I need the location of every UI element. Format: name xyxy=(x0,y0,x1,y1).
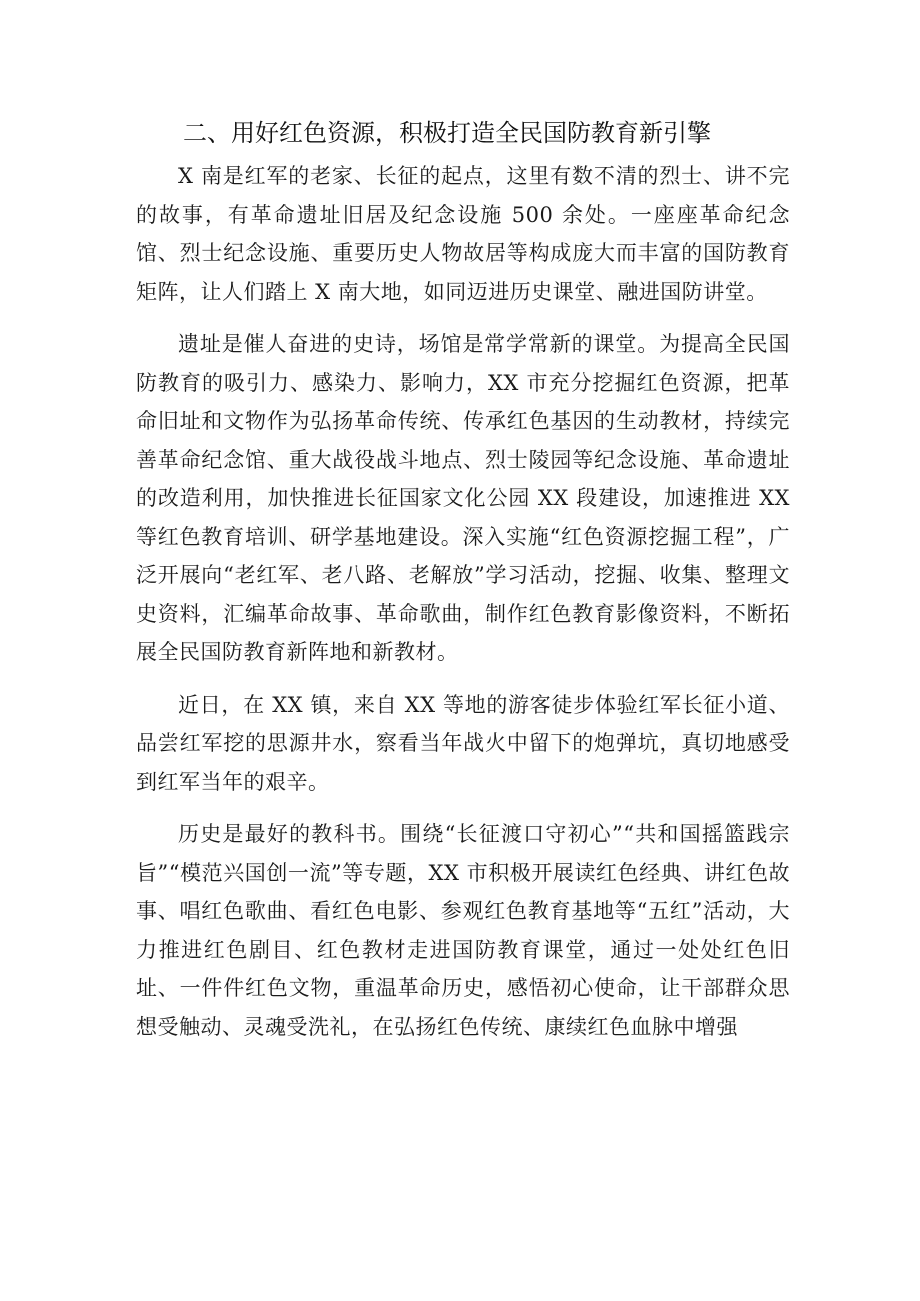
paragraph-3: 近日，在 XX 镇，来自 XX 等地的游客徒步体验红军长征小道、品尝红军挖的思源井水，察看当年战火中留下的炮弹坑，真切地感受到红军当年的艰辛。 xyxy=(136,692,790,794)
paragraph-2: 遗址是催人奋进的史诗，场馆是常学常新的课堂。为提高全民国防教育的吸引力、感染力、影响力，XX 市充分挖掘红色资源，把革命旧址和文物作为弘扬革命传统、传承红色基因的生动教材，持续完善革命纪念馆、重大战役战斗地点、烈士陵园等纪念设施、革命遗址的改造利用，加快推进长征国家文化公园 XX 段建设，加速推进 XX 等红色教育培训、研学基地建设。深入实施“红色资源挖掘工程”，广泛开展向“老红军、老八路、老解放”学习活动，挖掘、收集、整理文史资料，汇编革命故事、革命歌曲，制作红色教育影像资料，不断拓展全民国防教育新阵地和新教材。 xyxy=(136,332,790,664)
section-heading: 二、用好红色资源，积极打造全民国防教育新引擎 xyxy=(183,119,711,147)
paragraph-1: X 南是红军的老家、长征的起点，这里有数不清的烈士、讲不完的故事，有革命遗址旧居及纪念设施 500 余处。一座座革命纪念馆、烈士纪念设施、重要历史人物故居等构成庞大而丰富的国防教育矩阵，让人们踏上 X 南大地，如同迈进历史课堂、融进国防讲堂。 xyxy=(136,164,790,304)
document-body xyxy=(136,157,790,1060)
paragraph-4: 历史是最好的教科书。围绕“长征渡口守初心”“共和国摇篮践宗旨”“模范兴国创一流”等专题，XX 市积极开展读红色经典、讲红色故事、唱红色歌曲、看红色电影、参观红色教育基地等“五红”活动，大力推进红色剧目、红色教材走进国防教育课堂，通过一处处红色旧址、一件件红色文物，重温革命历史，感悟初心使命，让干部群众思想受触动、灵魂受洗礼，在弘扬红色传统、康续红色血脉中增强 xyxy=(136,822,790,1039)
